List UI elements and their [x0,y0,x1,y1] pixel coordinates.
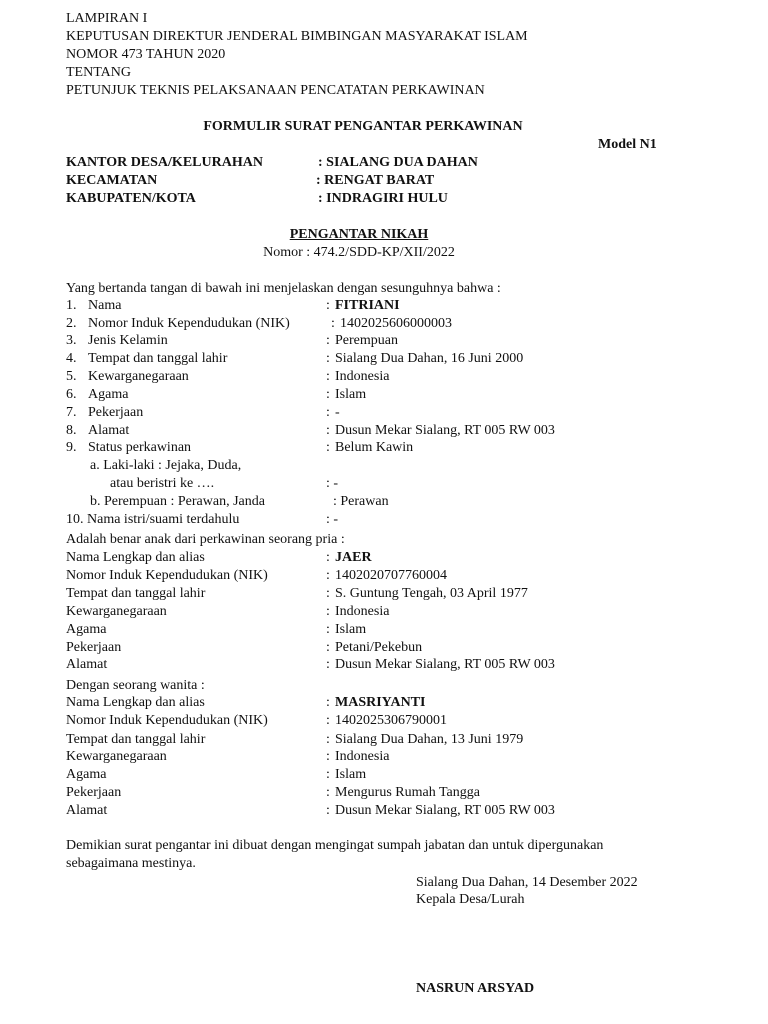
item-value: Sialang Dua Dahan, 16 Juni 2000 [335,351,524,366]
item-number: 3. [66,333,77,348]
item-value: Indonesia [335,369,390,384]
item-value: Perempuan [335,333,398,348]
office-label-kabupaten: KABUPATEN/KOTA [66,191,196,206]
father-value: Petani/Pekebun [335,640,423,655]
item-value-name: FITRIANI [335,298,400,313]
office-label-desa: KANTOR DESA/KELURAHAN [66,155,263,170]
item-number: 2. [66,316,77,331]
item-label: Agama [88,387,129,402]
item-number: 8. [66,423,77,438]
status-a-label: a. Laki-laki : Jejaka, Duda, [90,458,242,473]
header-line-1: LAMPIRAN I [66,11,148,26]
mother-value: Sialang Dua Dahan, 13 Juni 1979 [335,732,524,747]
item-value: Islam [335,387,367,402]
item-value: Belum Kawin [335,440,414,455]
mother-value: Indonesia [335,749,390,764]
item-10-value: : - [326,512,339,527]
signer-title: Kepala Desa/Lurah [416,892,525,907]
mother-colon: : [326,767,330,782]
status-b-value: : Perawan [333,494,389,509]
doc-title: PENGANTAR NIKAH [289,227,429,242]
father-label: Kewarganegaraan [66,604,167,619]
father-colon: : [326,622,330,637]
item-colon: : [331,316,335,331]
mother-colon: : [326,695,330,710]
father-value: Indonesia [335,604,390,619]
mother-label: Agama [66,767,107,782]
item-label: Tempat dan tanggal lahir [88,351,228,366]
father-label: Agama [66,622,107,637]
item-label: Jenis Kelamin [88,333,168,348]
mother-colon: : [326,785,330,800]
office-value-kecamatan: : RENGAT BARAT [316,173,435,188]
item-colon: : [326,423,330,438]
father-value: S. Guntung Tengah, 03 April 1977 [335,586,528,601]
item-label: Nama [88,298,122,313]
item-number: 6. [66,387,77,402]
father-colon: : [326,657,330,672]
mother-colon: : [326,713,330,728]
item-number: 7. [66,405,77,420]
closing-text-line-1: Demikian surat pengantar ini dibuat dengan mengingat sumpah jabatan dan untuk dipergunakan [66,838,604,853]
header-line-5: PETUNJUK TEKNIS PELAKSANAAN PENCATATAN PERKAWINAN [66,83,485,98]
mother-label: Nama Lengkap dan alias [66,695,205,710]
signer-name: NASRUN ARSYAD [416,981,535,996]
closing-text-line-2: sebagaimana mestinya. [66,856,196,871]
status-b-label: b. Perempuan : Perawan, Janda [90,494,265,509]
mother-value: Mengurus Rumah Tangga [335,785,480,800]
item-number: 4. [66,351,77,366]
father-value: Islam [335,622,367,637]
office-label-kecamatan: KECAMATAN [66,173,158,188]
father-colon: : [326,604,330,619]
office-value-kabupaten: : INDRAGIRI HULU [318,191,448,206]
header-line-2: KEPUTUSAN DIREKTUR JENDERAL BIMBINGAN MASYARAKAT ISLAM [66,29,528,44]
item-number: 9. [66,440,77,455]
mother-value: 1402025306790001 [335,713,447,728]
mother-intro: Dengan seorang wanita : [66,678,205,693]
father-colon: : [326,550,330,565]
item-label: Pekerjaan [88,405,144,420]
item-colon: : [326,369,330,384]
item-colon: : [326,440,330,455]
item-number: 5. [66,369,77,384]
item-colon: : [326,405,330,420]
mother-colon: : [326,803,330,818]
office-value-desa: : SIALANG DUA DAHAN [318,155,478,170]
mother-label: Kewarganegaraan [66,749,167,764]
item-colon: : [326,351,330,366]
mother-colon: : [326,749,330,764]
item-value: Dusun Mekar Sialang, RT 005 RW 003 [335,423,555,438]
father-colon: : [326,586,330,601]
mother-label: Nomor Induk Kependudukan (NIK) [66,713,268,728]
item-colon: : [326,387,330,402]
status-a-value: : - [326,476,339,491]
item-label: Alamat [88,423,130,438]
item-label: Nomor Induk Kependudukan (NIK) [88,316,290,331]
item-number: 1. [66,298,77,313]
mother-value: Islam [335,767,367,782]
item-label: Kewarganegaraan [88,369,189,384]
model-label: Model N1 [598,137,657,152]
mother-colon: : [326,732,330,747]
item-label: Status perkawinan [88,440,192,455]
header-line-4: TENTANG [66,65,131,80]
father-value: Dusun Mekar Sialang, RT 005 RW 003 [335,657,555,672]
father-label: Tempat dan tanggal lahir [66,586,206,601]
mother-label: Pekerjaan [66,785,122,800]
form-title: FORMULIR SURAT PENGANTAR PERKAWINAN [203,119,523,134]
father-value-name: JAER [335,550,372,565]
mother-label: Tempat dan tanggal lahir [66,732,206,747]
intro-text: Yang bertanda tangan di bawah ini menjelaskan dengan sesunguhnya bahwa : [66,281,501,296]
father-label: Nomor Induk Kependudukan (NIK) [66,568,268,583]
item-value: 1402025606000003 [340,316,452,331]
item-value: - [335,405,340,420]
item-colon: : [326,333,330,348]
item-10-label: 10. Nama istri/suami terdahulu [66,512,240,527]
status-a-label-cont: atau beristri ke …. [110,476,215,491]
father-colon: : [326,568,330,583]
father-label: Alamat [66,657,108,672]
header-line-3: NOMOR 473 TAHUN 2020 [66,47,226,62]
father-label: Nama Lengkap dan alias [66,550,205,565]
mother-value: Dusun Mekar Sialang, RT 005 RW 003 [335,803,555,818]
place-date: Sialang Dua Dahan, 14 Desember 2022 [416,875,638,890]
item-colon: : [326,298,330,313]
father-colon: : [326,640,330,655]
father-value: 1402020707760004 [335,568,447,583]
father-label: Pekerjaan [66,640,122,655]
doc-number: Nomor : 474.2/SDD-KP/XII/2022 [263,245,455,260]
mother-label: Alamat [66,803,108,818]
mother-value-name: MASRIYANTI [335,695,426,710]
father-intro: Adalah benar anak dari perkawinan seorang pria : [66,532,345,547]
